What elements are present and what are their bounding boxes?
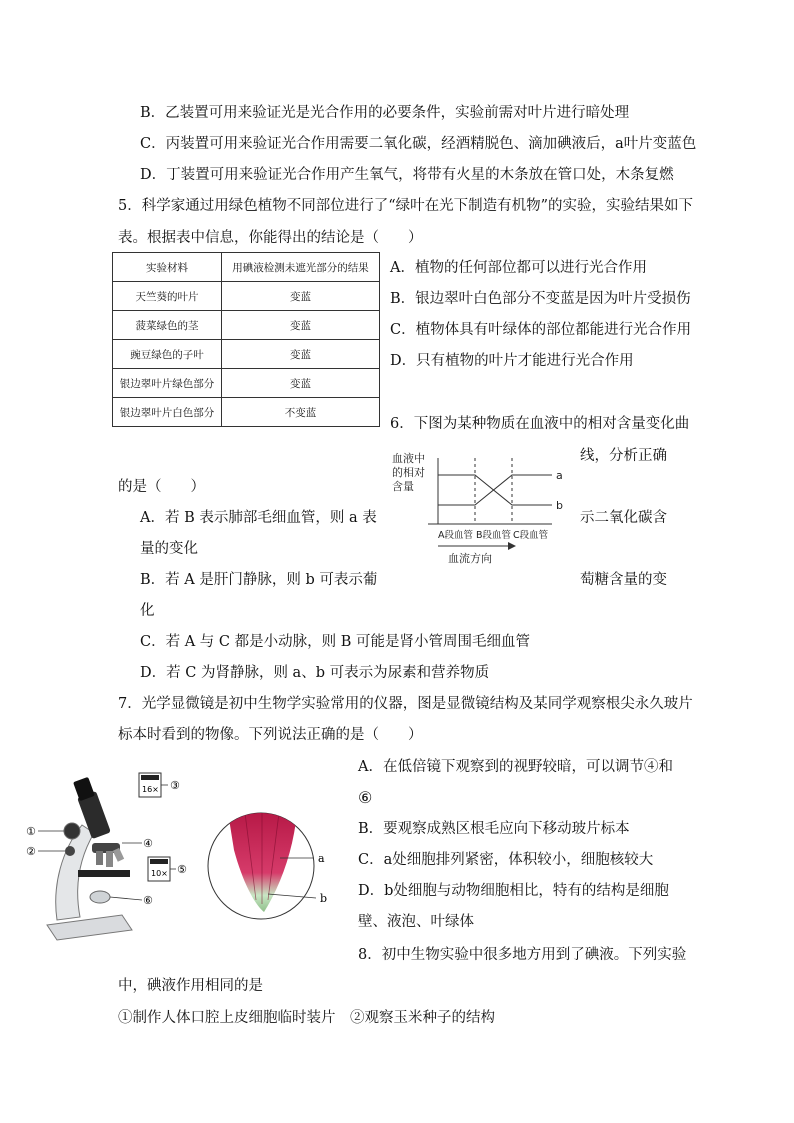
root-label-b: b	[320, 892, 328, 905]
eyepiece-magnification: 16×	[142, 785, 159, 794]
table-row	[113, 282, 380, 311]
table-cell: 变蓝	[222, 340, 380, 369]
table-cell: 银边翠叶片绿色部分	[113, 369, 222, 398]
q6-option-a-part1: A．若 B 表示肺部毛细血管，则 a 表	[140, 510, 377, 526]
q7-stem-line2: 标本时看到的物像。下列说法正确的是（ ）	[118, 727, 423, 743]
table-cell: 天竺葵的叶片	[113, 282, 222, 311]
table-header-cell: 实验材料	[113, 253, 222, 282]
q6-option-b-part2: 萄糖含量的变	[580, 572, 667, 588]
q6-stem-line3: 的是（ ）	[118, 479, 205, 495]
q7-option-a-line1: A．在低倍镜下观察到的视野较暗，可以调节④和	[358, 759, 673, 775]
q5-option-d: D．只有植物的叶片才能进行光合作用	[390, 353, 634, 369]
chart-series-b-label: b	[556, 499, 563, 512]
label-3: ③	[170, 779, 180, 792]
q8-stem-line1: 8．初中生物实验中很多地方用到了碘液。下列实验	[358, 947, 687, 963]
chart-ylabel-line3: 含量	[392, 480, 414, 493]
label-2: ②	[26, 845, 36, 858]
chart-ylabel-line2: 的相对	[392, 466, 425, 479]
chart-segment-label-c: C段血管	[513, 530, 549, 541]
table-cell: 变蓝	[222, 369, 380, 398]
table-row	[113, 369, 380, 398]
q7-stem-line1: 7．光学显微镜是初中生物学实验常用的仪器，图是显微镜结构及某同学观察根尖永久玻片	[118, 696, 693, 712]
q5-option-a: A．植物的任何部位都可以进行光合作用	[390, 260, 647, 276]
chart-series-b-line	[438, 475, 552, 505]
microscope-diagram	[22, 765, 192, 945]
q6-option-b-part1: B．若 A 是肝门静脉，则 b 可表示葡	[140, 572, 378, 588]
leader-line	[110, 897, 142, 900]
chart-series-a-line	[438, 475, 552, 505]
objective-lens-icon	[106, 851, 113, 867]
q5-results-table	[112, 252, 380, 427]
table-header-cell: 用碘液检测未遮光部分的结果	[222, 253, 380, 282]
q7-option-a-line2: ⑥	[358, 788, 373, 807]
q5-option-c: C．植物体具有叶绿体的部位都能进行光合作用	[390, 322, 692, 338]
q7-option-d-line1: D．b处细胞与动物细胞相比，特有的结构是细胞	[358, 883, 669, 899]
table-row	[113, 340, 380, 369]
fine-focus-knob-icon	[65, 846, 75, 856]
label-1: ①	[26, 825, 36, 838]
q8-items: ①制作人体口腔上皮细胞临时装片 ②观察玉米种子的结构	[118, 1010, 495, 1026]
q6-option-b-part3: 化	[140, 603, 155, 619]
flow-arrow-head-icon	[508, 542, 516, 550]
label-4: ④	[143, 837, 153, 850]
table-cell: 不变蓝	[222, 398, 380, 427]
objective-lens-icon	[96, 851, 103, 865]
blood-content-chart	[390, 450, 580, 570]
q7-option-d-line2: 壁、液泡、叶绿体	[358, 914, 474, 930]
q6-stem-line2: 线，分析正确	[580, 448, 667, 464]
q7-option-b: B．要观察成熟区根毛应向下移动玻片标本	[358, 821, 630, 837]
table-cell: 菠菜绿色的茎	[113, 311, 222, 340]
q6-stem-line1: 6．下图为某种物质在血液中的相对含量变化曲	[390, 416, 690, 432]
table-cell: 银边翠叶片白色部分	[113, 398, 222, 427]
q8-stem-line2: 中，碘液作用相同的是	[118, 978, 263, 994]
table-row	[113, 398, 380, 427]
q5-stem-line1: 5．科学家通过用绿色植物不同部位进行了“绿叶在光下制造有机物”的实验，实验结果如下	[118, 198, 694, 214]
table-header-row	[113, 253, 380, 282]
q6-option-c: C．若 A 与 C 都是小动脉，则 B 可能是肾小管周围毛细血管	[140, 634, 530, 650]
chart-xlabel: 血流方向	[448, 552, 492, 565]
mirror-icon	[90, 891, 110, 903]
objective-magnification: 10×	[151, 869, 168, 878]
table-row	[113, 311, 380, 340]
label-6: ⑥	[143, 894, 153, 907]
q5-option-b: B．银边翠叶白色部分不变蓝是因为叶片受损伤	[390, 291, 691, 307]
q7-option-c: C．a处细胞排列紧密，体积较小，细胞核较大	[358, 852, 654, 868]
label-5: ⑤	[177, 863, 187, 876]
objective-callout-cap	[150, 859, 168, 864]
chart-segment-label-a: A段血管	[438, 530, 473, 541]
q6-option-a-part2: 示二氧化碳含	[580, 510, 667, 526]
microscope-stage	[78, 870, 130, 877]
q6-option-a-part3: 量的变化	[140, 541, 198, 557]
chart-series-a-label: a	[556, 469, 563, 482]
table-cell: 豌豆绿色的子叶	[113, 340, 222, 369]
q4-option-d: D．丁装置可用来验证光合作用产生氧气，将带有火星的木条放在管口处，木条复燃	[140, 167, 674, 183]
root-tip-view	[204, 800, 334, 930]
root-label-a: a	[318, 852, 325, 865]
chart-ylabel-line1: 血液中	[392, 452, 425, 465]
q6-option-d: D．若 C 为肾静脉，则 a、b 可表示为尿素和营养物质	[140, 665, 490, 681]
chart-segment-label-b: B段血管	[476, 530, 512, 541]
q4-option-c: C．丙装置可用来验证光合作用需要二氧化碳，经酒精脱色、滴加碘液后，a叶片变蓝色	[140, 136, 697, 152]
q4-option-b: B．乙装置可用来验证光是光合作用的必要条件，实验前需对叶片进行暗处理	[140, 105, 630, 121]
eyepiece-callout-cap	[141, 775, 159, 780]
coarse-focus-knob-icon	[64, 823, 80, 839]
table-cell: 变蓝	[222, 311, 380, 340]
q5-stem-line2: 表。根据表中信息，你能得出的结论是（ ）	[118, 230, 423, 246]
table-cell: 变蓝	[222, 282, 380, 311]
